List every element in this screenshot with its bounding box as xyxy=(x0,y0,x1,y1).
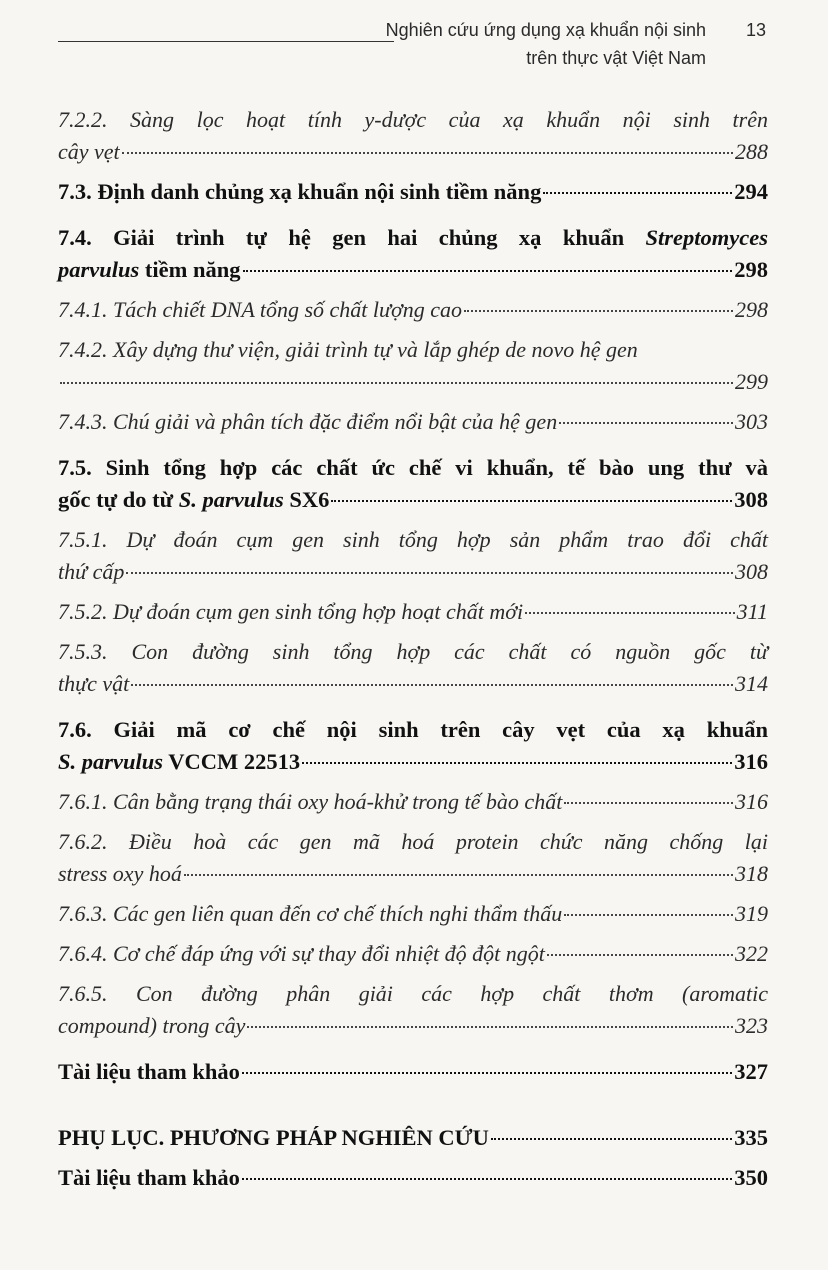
header-title-line1: Nghiên cứu ứng dụng xạ khuẩn nội sinh xyxy=(385,20,706,40)
toc-page-number: 288 xyxy=(735,139,768,164)
table-of-contents xyxy=(58,104,768,1194)
toc-entry-7-4-3[interactable] xyxy=(58,406,768,438)
toc-entry-title-cont: cây vẹt xyxy=(58,139,120,164)
toc-page-number: 308 xyxy=(734,487,768,512)
toc-page-number: 298 xyxy=(735,297,768,322)
toc-page-number: 294 xyxy=(734,179,768,204)
toc-page-number: 316 xyxy=(735,789,768,814)
species-name: Streptomyces xyxy=(645,225,768,250)
toc-entry-title: 7.5.1. Dự đoán cụm gen sinh tổng hợp sản phẩm trao đổi chất xyxy=(58,527,768,552)
title-text: gốc tự do từ xyxy=(58,487,179,512)
dot-leader xyxy=(547,954,733,956)
dot-leader xyxy=(491,1138,732,1140)
toc-entry-7-5-3[interactable] xyxy=(58,636,768,700)
species-name: parvulus xyxy=(58,257,140,282)
toc-page-number: 323 xyxy=(735,1013,768,1038)
dot-leader xyxy=(131,684,733,686)
dot-leader xyxy=(331,500,732,502)
toc-page-number: 335 xyxy=(734,1125,768,1150)
toc-entry-title: 7.4.1. Tách chiết DNA tổng số chất lượng cao xyxy=(58,297,463,322)
toc-entry-references-ch7[interactable] xyxy=(58,1056,768,1088)
toc-entry-7-6-1[interactable] xyxy=(58,786,768,818)
toc-entry-7-6[interactable] xyxy=(58,714,768,778)
toc-entry-title: 7.2.2. Sàng lọc hoạt tính y-dược của xạ khuẩn nội sinh trên xyxy=(58,107,768,132)
dot-leader xyxy=(302,762,732,764)
toc-entry-title-cont: thực vật xyxy=(58,671,130,696)
species-name: S. parvulus xyxy=(58,749,164,774)
toc-entry-title: 7.6.3. Các gen liên quan đến cơ chế thích nghi thẩm thấu xyxy=(58,901,563,926)
toc-entry-7-6-2[interactable] xyxy=(58,826,768,890)
toc-entry-title: 7.6.2. Điều hoà các gen mã hoá protein chức năng chống lại xyxy=(58,829,768,854)
toc-entry-title-cont xyxy=(58,484,329,516)
toc-entry-title-cont: stress oxy hoá xyxy=(58,861,182,886)
toc-entry-title: 7.4.3. Chú giải và phân tích đặc điểm nổi bật của hệ gen xyxy=(58,409,558,434)
toc-entry-title: 7.3. Định danh chủng xạ khuẩn nội sinh tiềm năng xyxy=(58,179,542,204)
dot-leader xyxy=(242,1072,732,1074)
toc-entry-title: Tài liệu tham khảo xyxy=(58,1059,240,1084)
toc-entry-7-5-2[interactable] xyxy=(58,596,768,628)
dot-leader xyxy=(243,270,733,272)
title-text: tiềm năng xyxy=(139,257,241,282)
toc-entry-7-6-5[interactable] xyxy=(58,978,768,1042)
toc-entry-7-2-2[interactable] xyxy=(58,104,768,168)
species-name: S. parvulus xyxy=(178,487,284,512)
dot-leader xyxy=(525,612,735,614)
dot-leader xyxy=(464,310,733,312)
toc-page-number: 318 xyxy=(735,861,768,886)
dot-leader xyxy=(564,914,733,916)
toc-entry-title-cont: compound) trong cây xyxy=(58,1013,246,1038)
header-rule xyxy=(58,41,394,42)
toc-entry-title: 7.6.5. Con đường phân giải các hợp chất thơm (aromatic xyxy=(58,981,768,1006)
toc-page-number: 311 xyxy=(736,599,768,624)
dot-leader xyxy=(559,422,733,424)
toc-page-number: 298 xyxy=(734,257,768,282)
toc-entry-title: 7.4.2. Xây dựng thư viện, giải trình tự và lắp ghép de novo hệ gen xyxy=(58,337,638,362)
dot-leader xyxy=(126,572,733,574)
toc-entry-7-4-1[interactable] xyxy=(58,294,768,326)
toc-page-number: 350 xyxy=(734,1165,768,1190)
toc-entry-7-4[interactable] xyxy=(58,222,768,286)
dot-leader xyxy=(184,874,733,876)
title-text: VCCM 22513 xyxy=(163,749,301,774)
toc-entry-title: 7.5. Sinh tổng hợp các chất ức chế vi khuẩn, tế bào ung thư và xyxy=(58,455,768,480)
dot-leader xyxy=(60,382,733,384)
toc-entry-title-cont xyxy=(58,746,300,778)
toc-entry-title: 7.6. Giải mã cơ chế nội sinh trên cây vẹt của xạ khuẩn xyxy=(58,717,768,742)
dot-leader xyxy=(564,802,733,804)
toc-entry-appendix[interactable] xyxy=(58,1122,768,1154)
toc-page-number: 299 xyxy=(735,369,768,394)
toc-entry-title-cont xyxy=(58,254,241,286)
toc-entry-title: PHỤ LỤC. PHƯƠNG PHÁP NGHIÊN CỨU xyxy=(58,1125,489,1150)
toc-entry-title: 7.6.4. Cơ chế đáp ứng với sự thay đổi nhiệt độ đột ngột xyxy=(58,941,545,966)
dot-leader xyxy=(247,1026,733,1028)
toc-entry-7-4-2[interactable] xyxy=(58,334,768,398)
toc-entry-7-3[interactable] xyxy=(58,176,768,208)
dot-leader xyxy=(122,152,733,154)
title-text: 7.4. Giải trình tự hệ gen hai chủng xạ khuẩn xyxy=(58,225,646,250)
toc-entry-7-6-4[interactable] xyxy=(58,938,768,970)
toc-page-number: 322 xyxy=(735,941,768,966)
toc-page-number: 319 xyxy=(735,901,768,926)
toc-page-number: 303 xyxy=(735,409,768,434)
title-text: SX6 xyxy=(283,487,330,512)
toc-entry-title: 7.6.1. Cân bằng trạng thái oxy hoá-khử trong tế bào chất xyxy=(58,789,563,814)
toc-entry-title-cont: thứ cấp xyxy=(58,559,125,584)
toc-entry-title: 7.5.2. Dự đoán cụm gen sinh tổng hợp hoạt chất mới xyxy=(58,599,524,624)
toc-entry-7-6-3[interactable] xyxy=(58,898,768,930)
toc-entry-title xyxy=(58,222,768,254)
dot-leader xyxy=(242,1178,732,1180)
dot-leader xyxy=(543,192,732,194)
page-number: 13 xyxy=(745,20,766,40)
header-title-line2: trên thực vật Việt Nam xyxy=(526,48,706,68)
toc-entry-references-appendix[interactable] xyxy=(58,1162,768,1194)
toc-entry-title: Tài liệu tham khảo xyxy=(58,1165,240,1190)
toc-entry-7-5[interactable] xyxy=(58,452,768,516)
toc-page-number: 316 xyxy=(734,749,768,774)
toc-entry-7-5-1[interactable] xyxy=(58,524,768,588)
toc-page-number: 327 xyxy=(734,1059,768,1084)
toc-entry-title: 7.5.3. Con đường sinh tổng hợp các chất có nguồn gốc từ xyxy=(58,639,768,664)
toc-page-number: 314 xyxy=(735,671,768,696)
toc-page-number: 308 xyxy=(735,559,768,584)
